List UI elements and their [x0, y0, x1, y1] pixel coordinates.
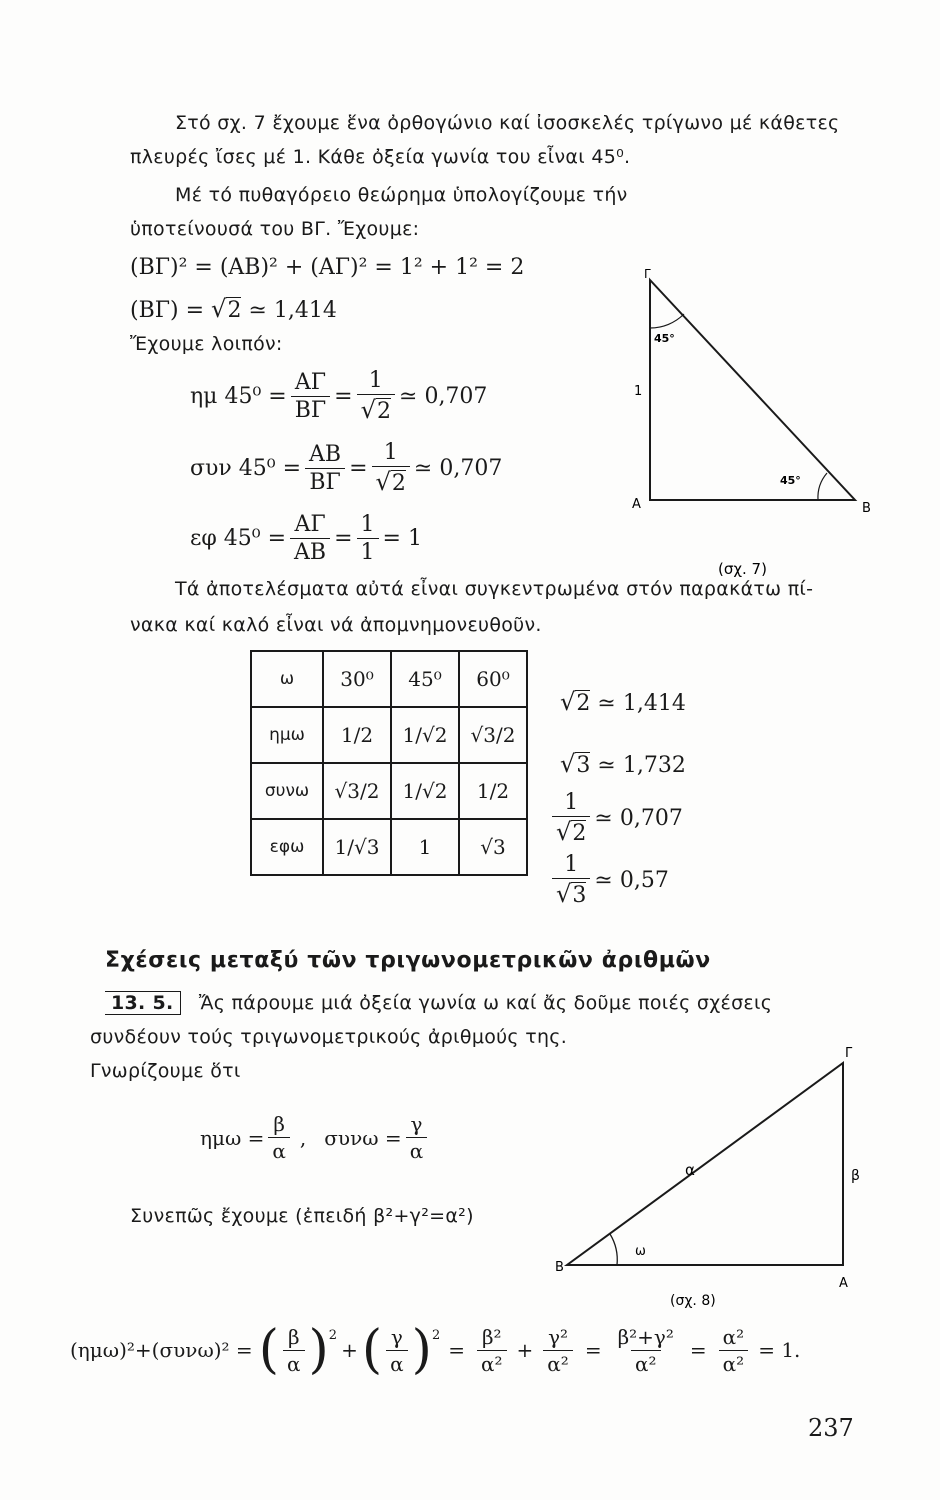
hypotenuse-approx: ≃ 1,414 [248, 298, 337, 323]
table-header-cell: 45⁰ [391, 651, 459, 707]
approx-sqrt2-value: ≃ 1,414 [597, 691, 686, 716]
tan45-num: ΑΓ [294, 512, 326, 537]
identity-p1-den: α [283, 1350, 305, 1376]
approx-sqrt2-radicand: 2 [576, 691, 591, 716]
fig8-vertex-left: Β [555, 1260, 564, 1275]
identity-f4 [719, 1325, 749, 1376]
table-row-label: συνω [251, 763, 323, 819]
approx-inv-sqrt3-den: 3 [572, 883, 587, 908]
approx-inv-sqrt2-value: ≃ 0,707 [594, 805, 683, 831]
tan45-value [357, 512, 379, 565]
sin-def-ratio [268, 1112, 290, 1163]
cos45-den: ΒΓ [305, 468, 344, 495]
tan45-ratio [290, 512, 330, 565]
identity-eq-3: = [689, 1338, 707, 1362]
fig8-caption: (σχ. 8) [670, 1293, 716, 1309]
identity-f3 [614, 1325, 678, 1376]
table-row [251, 819, 527, 875]
identity-f2 [543, 1325, 573, 1376]
tan45-den: ΑΒ [290, 538, 330, 565]
section-line-3: Γνωρίζουμε ὅτι [90, 1060, 241, 1082]
identity-f3-den: α² [631, 1350, 661, 1376]
identity-end: = 1. [758, 1338, 801, 1362]
pythagoras-equation: (ΒΓ)² = (ΑΒ)² + (ΑΓ)² = 1² + 1² = 2 [130, 255, 525, 280]
identity-f3-num: β²+γ² [617, 1324, 674, 1349]
sin-def-num: β [273, 1112, 285, 1136]
table-row [251, 763, 527, 819]
cos45-lhs: συν 45⁰ = [190, 455, 301, 481]
table-header-row [251, 651, 527, 707]
intro-line-1: Στό σχ. 7 ἔχουμε ἕνα ὀρθογώνιο καί ἰσοσκελές τρίγωνο μέ κάθετες [175, 112, 840, 134]
sin45-ratio [291, 370, 330, 423]
def-separator: , [299, 1125, 307, 1150]
cos-def-lhs: συνω = [324, 1125, 402, 1150]
results-line-2: νακα καί καλό εἶναι νά ἀπομνημονευθοῦν. [130, 614, 542, 636]
approx-sqrt2: √2 ≃ 1,414 [560, 688, 686, 716]
sin45-value: $\frac{1}{√2}$ [357, 368, 395, 424]
table-cell: √3/2 [323, 763, 391, 819]
approx-inv-sqrt3-num: 1 [564, 852, 579, 877]
sin45-approx: ≃ 0,707 [399, 383, 488, 409]
identity-eq-1: = [448, 1338, 465, 1362]
approx-sqrt3-radicand: 3 [576, 753, 591, 778]
table-cell: 1 [391, 819, 459, 875]
hypotenuse-lhs: (ΒΓ) = [130, 298, 212, 323]
trig-table [250, 650, 528, 876]
identity-f4-den: α² [719, 1350, 749, 1376]
fig7-vertex-right: Β [862, 501, 871, 516]
sin-def-lhs: ημω = [200, 1125, 265, 1150]
tan45-result: = 1 [382, 526, 422, 551]
intro-line-2: πλευρές ἴσες μέ 1. Κάθε ὀξεία γωνία του εἶναι 45⁰. [130, 146, 631, 168]
tan45-value-den: 1 [357, 538, 379, 565]
table-cell: 1/2 [459, 763, 527, 819]
fig8-vertex-right: Α [839, 1276, 848, 1291]
cos45-num: ΑΒ [309, 441, 342, 467]
fig8-triangle [567, 1063, 843, 1265]
table-cell: √3 [459, 819, 527, 875]
sin45-den: ΒΓ [291, 396, 330, 423]
table-header-cell: 30⁰ [323, 651, 391, 707]
cos-def-ratio [406, 1112, 428, 1163]
identity-p1-num: β [287, 1324, 300, 1349]
consequently-line: Συνεπῶς ἔχουμε (ἐπειδή β²+γ²=α²) [130, 1205, 474, 1227]
approx-sqrt3-value: ≃ 1,732 [597, 753, 686, 778]
tan45-equation [190, 512, 422, 565]
section-first-line [105, 992, 772, 1014]
sin45-num: ΑΓ [294, 369, 327, 395]
sin45-value-num: 1 [368, 368, 383, 393]
therefore-line: Ἔχουμε λοιπόν: [130, 333, 283, 355]
fig8-vertex-top: Γ [845, 1046, 853, 1061]
approx-sqrt3: √3 ≃ 1,732 [560, 750, 686, 778]
intro-line-4: ὑποτείνουσά του ΒΓ. Ἔχουμε: [130, 218, 420, 240]
sin45-eq: = [334, 383, 353, 409]
sin-def-den: α [268, 1137, 290, 1163]
identity-p2-exp: 2 [431, 1328, 441, 1343]
cos45-approx: ≃ 0,707 [413, 455, 503, 481]
page-number: 237 [808, 1414, 854, 1442]
fig7-angle-top: 45° [654, 332, 675, 345]
hypotenuse-equation: (ΒΓ) = √2 ≃ 1,414 [130, 295, 337, 323]
sqrt-two: 2 [227, 298, 242, 323]
cos45-ratio [305, 442, 345, 495]
identity-lhs: (ημω)²+(συνω)² = [70, 1338, 253, 1362]
identity-p2 [386, 1325, 408, 1376]
identity-p1 [283, 1325, 305, 1376]
approx-inv-sqrt2: $\frac{1}{√2}$ ≃ 0,707 [548, 790, 683, 846]
definitions-equation [200, 1112, 431, 1163]
table-header-cell: 60⁰ [459, 651, 527, 707]
identity-p1-exp: 2 [328, 1328, 338, 1343]
fig7-vertex-left: Α [632, 497, 641, 512]
approx-inv-sqrt3-value: ≃ 0,57 [594, 867, 669, 893]
fig8-angle-arc [610, 1234, 617, 1265]
sin45-equation [190, 368, 487, 424]
results-line-1: Τά ἀποτελέσματα αὐτά εἶναι συγκεντρωμένα στόν παρακάτω πί- [175, 578, 814, 600]
identity-p2-num: γ [390, 1324, 403, 1349]
identity-f2-den: α² [543, 1350, 573, 1376]
table-row-label: ημω [251, 707, 323, 763]
fig7-caption: (σχ. 7) [718, 560, 767, 578]
figure-8 [555, 1035, 860, 1315]
table-cell: 1/√2 [391, 707, 459, 763]
section-line-2: συνδέουν τούς τριγωνομετρικούς ἀριθμούς της. [90, 1026, 568, 1048]
cos45-equation [190, 440, 502, 496]
identity-f1-den: α² [477, 1350, 507, 1376]
cos45-value-num: 1 [383, 440, 398, 465]
identity-f2-num: γ² [548, 1324, 569, 1349]
identity-equation: (ημω)²+(συνω)² = ( $\frac{\beta}{\alpha}$ ) $^2$ + ( $\frac{\gamma}{\alpha}$ ) $^2$ = $\frac{\text{β²}}{\text{α²}}$ + $\frac{\text{γ²}}{\text{α²}}$ = $\frac{\text{β²+γ²}}{\text{α²}}$ = $\frac{\text{α²}}{\text{α²}}$ = 1. [70, 1320, 801, 1380]
cos45-value-den: 2 [391, 471, 406, 496]
fig7-angle-right: 45° [780, 474, 801, 487]
fig8-angle: ω [635, 1244, 646, 1259]
table-row [251, 707, 527, 763]
identity-f1 [477, 1325, 507, 1376]
fig7-angle-top-arc [650, 314, 684, 328]
table-cell: √3/2 [459, 707, 527, 763]
fig7-side-label: 1 [634, 384, 643, 399]
identity-p2-den: α [386, 1350, 408, 1376]
approx-inv-sqrt3: $\frac{1}{√3}$ ≃ 0,57 [548, 852, 669, 908]
section-heading: Σχέσεις μεταξύ τῶν τριγωνομετρικῶν ἀριθμῶν [105, 948, 711, 973]
cos45-eq: = [349, 455, 368, 481]
intro-line-3: Μέ τό πυθαγόρειο θεώρημα ὑπολογίζουμε τήν [175, 184, 628, 206]
fig7-vertex-top: Γ [644, 267, 651, 281]
tan45-value-num: 1 [360, 512, 375, 537]
sin45-lhs: ημ 45⁰ = [190, 383, 287, 409]
fig7-angle-right-arc [818, 473, 827, 500]
fig7-triangle [650, 280, 855, 500]
table-cell: 1/2 [323, 707, 391, 763]
cos-def-num: γ [410, 1112, 423, 1136]
cos-def-den: α [406, 1137, 428, 1163]
table-cell: 1/√2 [391, 763, 459, 819]
approx-inv-sqrt2-den: 2 [572, 821, 587, 846]
sin45-value-den: 2 [377, 399, 392, 424]
identity-f1-num: β² [481, 1324, 502, 1349]
table-header-cell: ω [251, 651, 323, 707]
section-number: 13. 5. [105, 991, 181, 1015]
fig8-side-right: β [851, 1168, 860, 1184]
figure-7 [610, 267, 900, 590]
tan45-lhs: εφ 45⁰ = [190, 526, 287, 551]
identity-plus-1: + [341, 1338, 358, 1362]
table-cell: 1/√3 [323, 819, 391, 875]
approx-inv-sqrt2-num: 1 [564, 790, 579, 815]
fig8-side-hyp: α [685, 1161, 695, 1179]
identity-plus-2: + [516, 1338, 534, 1362]
section-line-1: Ἄς πάρουμε μιά ὀξεία γωνία ω καί ἄς δοῦμε ποιές σχέσεις [198, 992, 773, 1014]
tan45-eq: = [334, 526, 353, 551]
table-row-label: εφω [251, 819, 323, 875]
identity-eq-2: = [584, 1338, 602, 1362]
identity-f4-num: α² [722, 1324, 745, 1349]
cos45-value: $\frac{1}{√2}$ [372, 440, 410, 496]
